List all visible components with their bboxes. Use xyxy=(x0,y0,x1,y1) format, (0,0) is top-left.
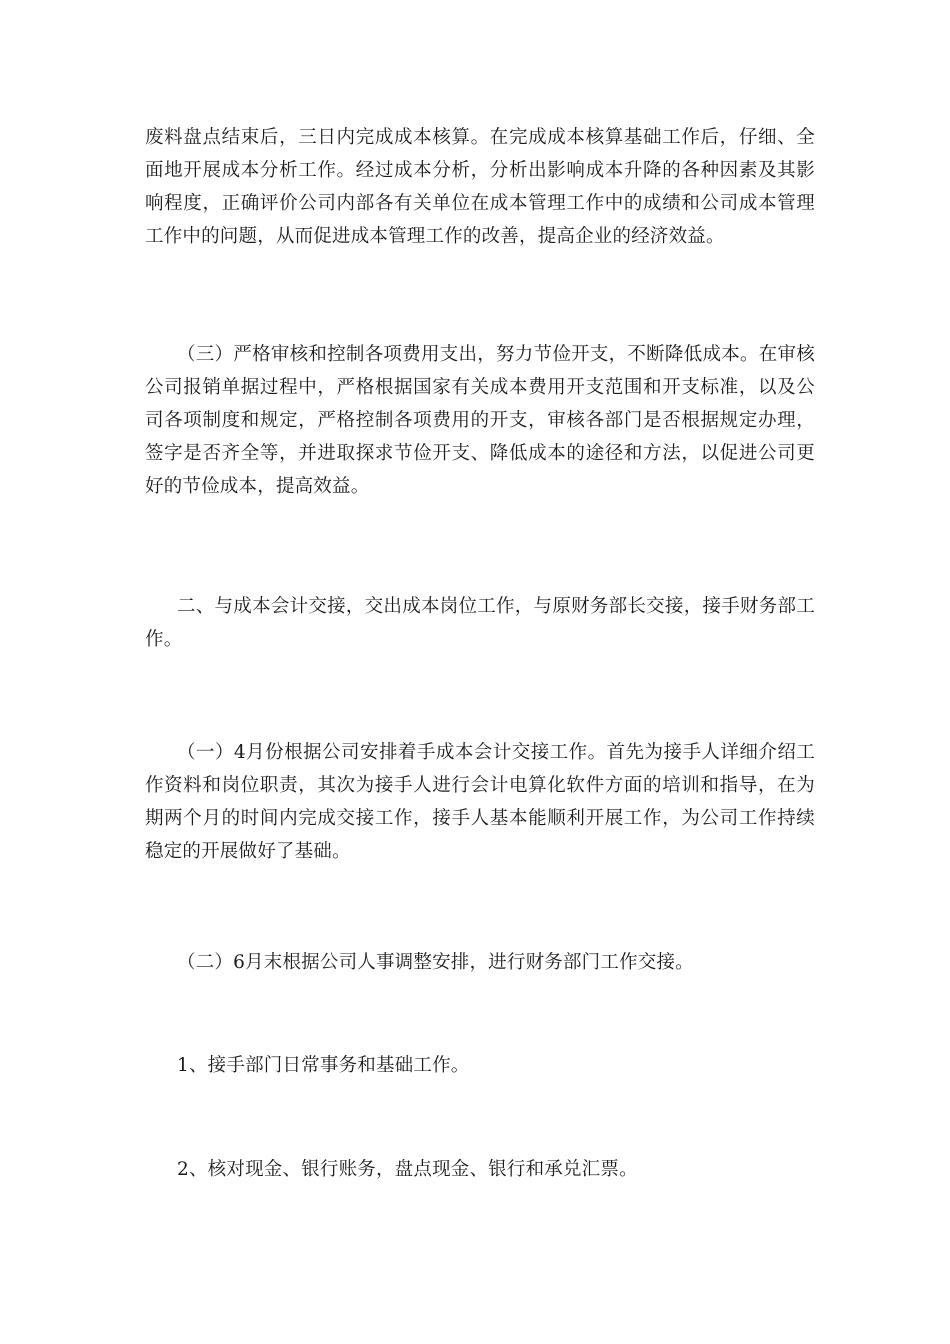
list-item-cash-bank-check: 2、核对现金、银行账务，盘点现金、银行和承兑汇票。 xyxy=(177,1159,638,1180)
list-item-daily-affairs: 1、接手部门日常事务和基础工作。 xyxy=(177,1055,470,1076)
paragraph-cost-accounting-handover: （一）4月份根据公司安排着手成本会计交接工作。首先为接手人详细介绍工作资料和岗位职责，其次为接手人进行会计电算化软件方面的培训和指导，在为期两个月的时间内完成交接工作，接手人基本能顺利开展工作，为公司工作持续稳定的开展做好了基础。 xyxy=(145,742,815,862)
paragraph-cost-analysis: 废料盘点结束后，三日内完成成本核算。在完成成本核算基础工作后，仔细、全面地开展成本分析工作。经过成本分析，分析出影响成本升降的各种因素及其影响程度，正确评价公司内部各有关单位在成本管理工作中的成绩和公司成本管理工作中的问题，从而促进成本管理工作的改善，提高企业的经济效益。 xyxy=(145,127,815,247)
section-heading-handover: 二、与成本会计交接，交出成本岗位工作，与原财务部长交接，接手财务部工作。 xyxy=(145,596,815,650)
paragraph-expense-control: （三）严格审核和控制各项费用支出，努力节俭开支，不断降低成本。在审核公司报销单据过程中，严格根据国家有关成本费用开支范围和开支标准，以及公司各项制度和规定，严格控制各项费用的开支，审核各部门是否根据规定办理，签字是否齐全等，并进取探求节俭开支、降低成本的途径和方法，以促进公司更好的节俭成本，提高效益。 xyxy=(145,344,815,497)
paragraph-finance-dept-handover: （二）6月末根据公司人事调整安排，进行财务部门工作交接。 xyxy=(177,952,694,973)
